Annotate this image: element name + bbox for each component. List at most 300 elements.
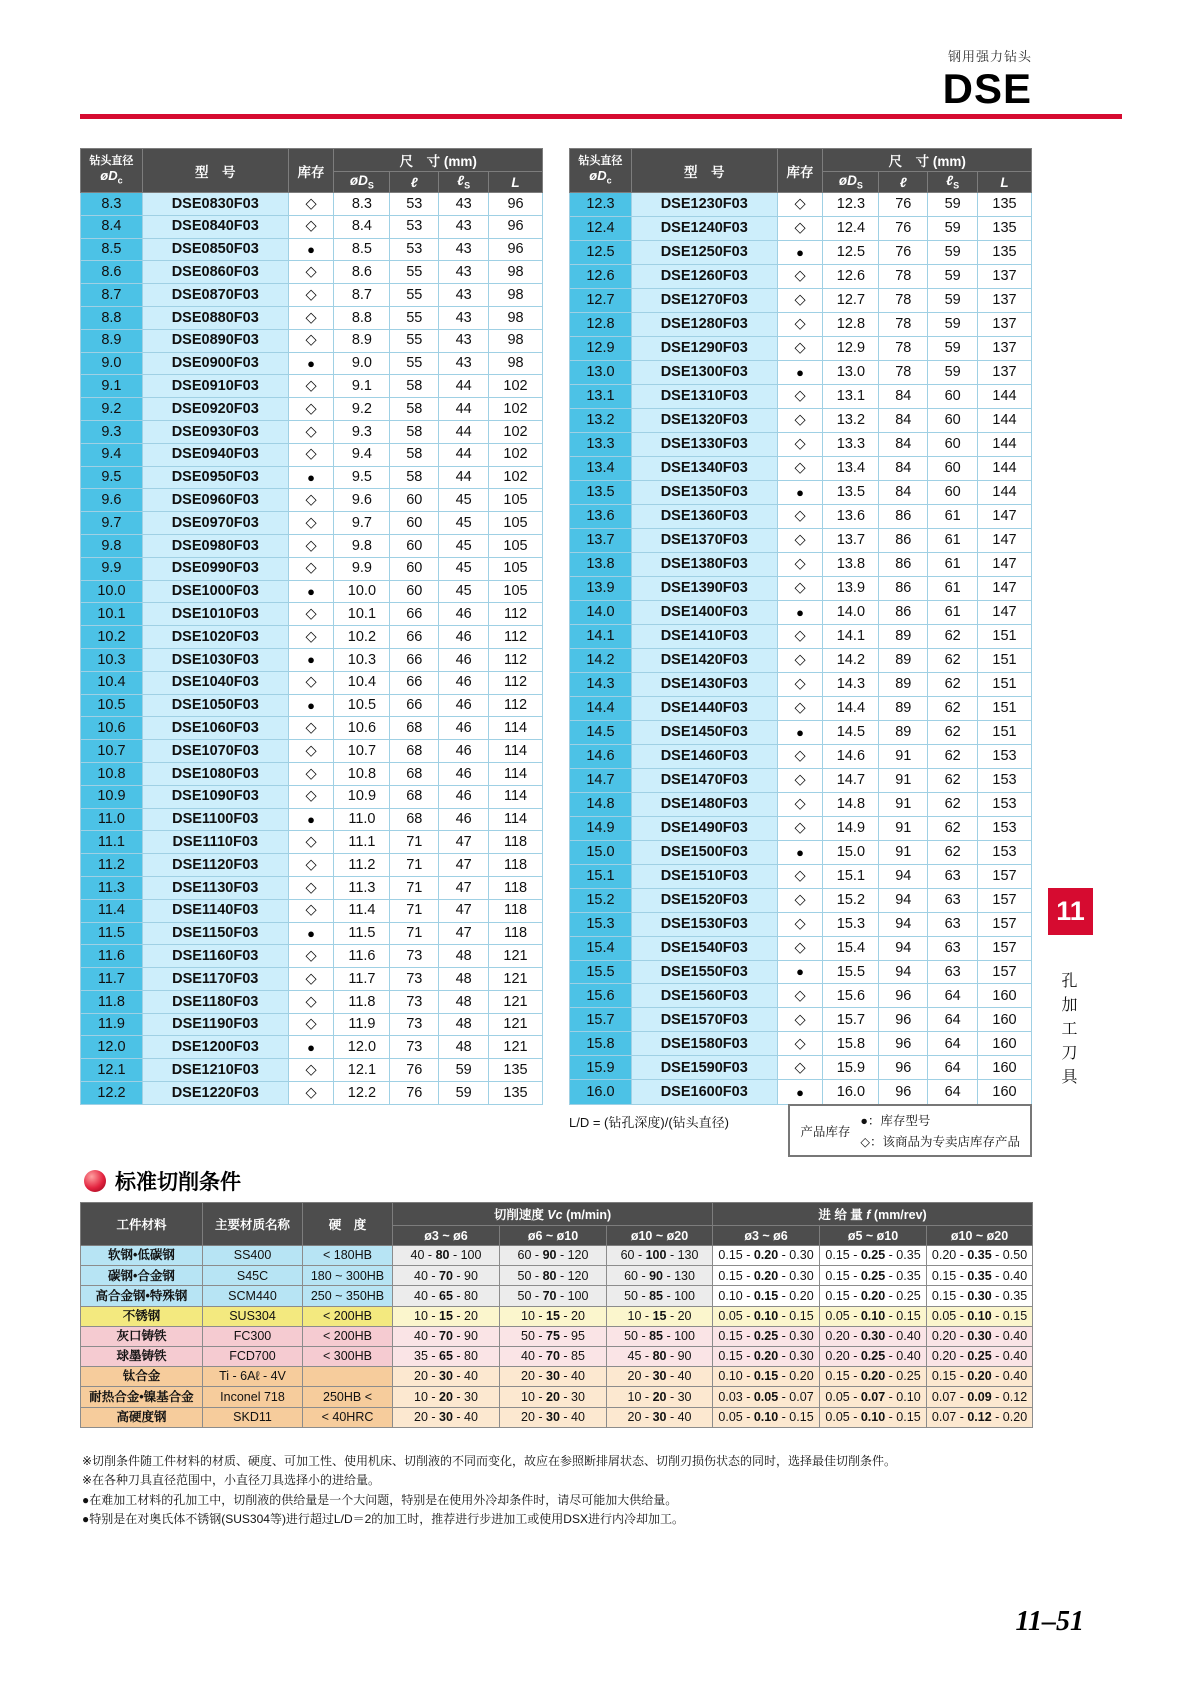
ls-length-cell: 59 — [439, 1082, 489, 1105]
cutting-conditions-table — [80, 1202, 1033, 1428]
flute-length-cell: 84 — [879, 480, 928, 504]
shank-diameter-cell: 13.6 — [823, 504, 879, 528]
shank-diameter-cell: 13.1 — [823, 384, 879, 408]
overall-length-cell: 96 — [489, 238, 543, 261]
overall-length-cell: 135 — [978, 240, 1032, 264]
overall-length-cell: 114 — [489, 717, 543, 740]
shank-diameter-cell: 14.3 — [823, 672, 879, 696]
ld-ratio-note: L/D = (钻孔深度)/(钻头直径) — [569, 1115, 729, 1130]
drill-diameter-cell: 10.7 — [81, 740, 143, 763]
ls-length-cell: 60 — [928, 456, 978, 480]
stock-symbol-cell: ◇ — [777, 864, 823, 888]
shank-diameter-cell: 12.9 — [823, 336, 879, 360]
overall-length-cell: 135 — [978, 216, 1032, 240]
spec-row — [570, 1056, 1032, 1080]
stock-symbol-cell: ● — [777, 840, 823, 864]
drill-diameter-cell: 9.2 — [81, 398, 143, 421]
stock-symbol-cell: ◇ — [288, 489, 334, 512]
model-number-cell: DSE1400F03 — [631, 600, 777, 624]
shank-diameter-cell: 12.0 — [334, 1036, 390, 1059]
spec-row — [81, 1059, 543, 1082]
ls-length-cell: 61 — [928, 576, 978, 600]
model-number-cell: DSE1350F03 — [631, 480, 777, 504]
flute-length-cell: 89 — [879, 696, 928, 720]
feed-rate-cell: 0.07 - 0.12 - 0.20 — [927, 1407, 1033, 1427]
stock-symbol-cell: ◇ — [777, 888, 823, 912]
model-number-cell: DSE1590F03 — [631, 1056, 777, 1080]
shank-diameter-cell: 16.0 — [823, 1080, 879, 1104]
cutting-speed-cell: 20 - 30 - 40 — [607, 1407, 713, 1427]
stock-symbol-cell: ◇ — [777, 648, 823, 672]
flute-length-cell: 89 — [879, 624, 928, 648]
flute-length-cell: 58 — [390, 420, 439, 443]
stock-symbol-cell: ● — [777, 360, 823, 384]
model-number-cell: DSE1580F03 — [631, 1032, 777, 1056]
feed-rate-cell: 0.15 - 0.30 - 0.35 — [927, 1286, 1033, 1306]
spec-row — [81, 238, 543, 261]
drill-diameter-cell: 13.8 — [570, 552, 632, 576]
header-rule — [80, 114, 1122, 119]
ls-length-cell: 48 — [439, 1036, 489, 1059]
shank-diameter-cell: 12.2 — [334, 1082, 390, 1105]
overall-length-cell: 121 — [489, 1036, 543, 1059]
header-overall-length: L — [489, 172, 543, 193]
ls-length-cell: 44 — [439, 398, 489, 421]
ls-length-cell: 61 — [928, 600, 978, 624]
model-number-cell: DSE0830F03 — [142, 193, 288, 216]
overall-length-cell: 153 — [978, 816, 1032, 840]
stock-symbol-cell: ◇ — [288, 398, 334, 421]
feed-rate-cell: 0.15 - 0.20 - 0.30 — [713, 1266, 820, 1286]
shank-diameter-cell: 15.1 — [823, 864, 879, 888]
cutting-speed-cell: 50 - 75 - 95 — [500, 1326, 607, 1346]
model-number-cell: DSE1060F03 — [142, 717, 288, 740]
shank-diameter-cell: 8.3 — [334, 193, 390, 216]
flute-length-cell: 78 — [879, 336, 928, 360]
drill-diameter-cell: 12.6 — [570, 264, 632, 288]
spec-row — [570, 193, 1032, 217]
overall-length-cell: 147 — [978, 552, 1032, 576]
feed-rate-cell: 0.10 - 0.15 - 0.20 — [713, 1286, 820, 1306]
stock-symbol-cell: ◇ — [777, 552, 823, 576]
cutting-speed-cell: 20 - 30 - 40 — [500, 1367, 607, 1387]
stock-symbol-cell: ● — [288, 466, 334, 489]
flute-length-cell: 68 — [390, 785, 439, 808]
stock-symbol-cell: ● — [288, 922, 334, 945]
model-number-cell: DSE1560F03 — [631, 984, 777, 1008]
shank-diameter-cell: 10.6 — [334, 717, 390, 740]
drill-diameter-cell: 12.8 — [570, 312, 632, 336]
model-number-cell: DSE1210F03 — [142, 1059, 288, 1082]
feed-rate-cell: 0.05 - 0.10 - 0.15 — [820, 1306, 927, 1326]
flute-length-cell: 89 — [879, 648, 928, 672]
spec-row — [570, 912, 1032, 936]
overall-length-cell: 112 — [489, 626, 543, 649]
shank-diameter-cell: 11.9 — [334, 1013, 390, 1036]
flute-length-cell: 66 — [390, 603, 439, 626]
flute-length-cell: 58 — [390, 398, 439, 421]
header-vc-range-2: ø6 ~ ø10 — [500, 1226, 607, 1246]
model-number-cell: DSE1030F03 — [142, 648, 288, 671]
chapter-tab: 11 — [1048, 888, 1093, 935]
drill-diameter-cell: 8.9 — [81, 329, 143, 352]
cutting-header-row — [81, 1203, 1033, 1226]
ls-length-cell: 64 — [928, 984, 978, 1008]
spec-row — [81, 808, 543, 831]
hardness-cell: 180 ~ 300HB — [303, 1266, 393, 1286]
stock-symbol-cell: ● — [777, 960, 823, 984]
drill-diameter-cell: 14.6 — [570, 744, 632, 768]
ls-length-cell: 47 — [439, 922, 489, 945]
flute-length-cell: 89 — [879, 720, 928, 744]
stock-symbol-cell: ◇ — [777, 408, 823, 432]
spec-row — [81, 557, 543, 580]
overall-length-cell: 137 — [978, 360, 1032, 384]
spec-row — [570, 480, 1032, 504]
ls-length-cell: 59 — [928, 240, 978, 264]
cutting-condition-row — [81, 1407, 1033, 1427]
model-number-cell: DSE1360F03 — [631, 504, 777, 528]
drill-diameter-cell: 8.4 — [81, 215, 143, 238]
page-title: DSE — [942, 65, 1032, 112]
model-number-cell: DSE1310F03 — [631, 384, 777, 408]
shank-diameter-cell: 13.2 — [823, 408, 879, 432]
shank-diameter-cell: 12.3 — [823, 193, 879, 217]
shank-diameter-cell: 10.3 — [334, 648, 390, 671]
stock-legend-box — [788, 1104, 1032, 1157]
flute-length-cell: 84 — [879, 432, 928, 456]
overall-length-cell: 114 — [489, 808, 543, 831]
drill-diameter-cell: 11.4 — [81, 899, 143, 922]
shank-diameter-cell: 10.5 — [334, 694, 390, 717]
shank-diameter-cell: 9.5 — [334, 466, 390, 489]
spec-row — [570, 360, 1032, 384]
footnotes-block — [82, 1452, 1032, 1530]
model-number-cell: DSE0950F03 — [142, 466, 288, 489]
cutting-condition-row — [81, 1246, 1033, 1266]
cutting-speed-cell: 50 - 85 - 100 — [607, 1286, 713, 1306]
spec-row — [81, 1082, 543, 1105]
spec-row — [570, 984, 1032, 1008]
shank-diameter-cell: 14.0 — [823, 600, 879, 624]
flute-length-cell: 96 — [879, 1080, 928, 1104]
flute-length-cell: 91 — [879, 816, 928, 840]
overall-length-cell: 157 — [978, 888, 1032, 912]
header-shank-diameter: $øD_S$ — [823, 172, 879, 193]
flute-length-cell: 94 — [879, 960, 928, 984]
flute-length-cell: 68 — [390, 740, 439, 763]
ls-length-cell: 62 — [928, 744, 978, 768]
workpiece-material-cell: 不锈钢 — [81, 1306, 203, 1326]
flute-length-cell: 91 — [879, 840, 928, 864]
ls-length-cell: 43 — [439, 215, 489, 238]
drill-diameter-cell: 12.3 — [570, 193, 632, 217]
flute-length-cell: 66 — [390, 626, 439, 649]
shank-diameter-cell: 11.4 — [334, 899, 390, 922]
drill-diameter-cell: 14.8 — [570, 792, 632, 816]
spec-row — [570, 1008, 1032, 1032]
header-f-range-3: ø10 ~ ø20 — [927, 1226, 1033, 1246]
drill-diameter-cell: 15.1 — [570, 864, 632, 888]
shank-diameter-cell: 13.5 — [823, 480, 879, 504]
drill-diameter-cell: 15.0 — [570, 840, 632, 864]
overall-length-cell: 105 — [489, 489, 543, 512]
drill-diameter-cell: 10.2 — [81, 626, 143, 649]
cutting-speed-cell: 40 - 80 - 100 — [393, 1246, 500, 1266]
overall-length-cell: 147 — [978, 504, 1032, 528]
shank-diameter-cell: 14.5 — [823, 720, 879, 744]
ls-length-cell: 62 — [928, 720, 978, 744]
feed-rate-cell: 0.15 - 0.25 - 0.30 — [713, 1326, 820, 1346]
header-vc-range-1: ø3 ~ ø6 — [393, 1226, 500, 1246]
shank-diameter-cell: 8.8 — [334, 306, 390, 329]
overall-length-cell: 98 — [489, 284, 543, 307]
stock-symbol-cell: ◇ — [777, 288, 823, 312]
flute-length-cell: 78 — [879, 288, 928, 312]
footnote-line: ※在各种刀具直径范围中，小直径刀具选择小的进给量。 — [82, 1473, 381, 1488]
ls-length-cell: 59 — [928, 336, 978, 360]
cutting-speed-cell: 40 - 65 - 80 — [393, 1286, 500, 1306]
cutting-section-title: 标准切削条件 — [115, 1171, 241, 1194]
overall-length-cell: 114 — [489, 785, 543, 808]
shank-diameter-cell: 15.7 — [823, 1008, 879, 1032]
model-number-cell: DSE1010F03 — [142, 603, 288, 626]
overall-length-cell: 98 — [489, 261, 543, 284]
ls-length-cell: 48 — [439, 968, 489, 991]
model-number-cell: DSE1550F03 — [631, 960, 777, 984]
stock-symbol-cell: ◇ — [288, 899, 334, 922]
workpiece-material-cell: 高硬度钢 — [81, 1407, 203, 1427]
model-number-cell: DSE1470F03 — [631, 768, 777, 792]
model-number-cell: DSE0870F03 — [142, 284, 288, 307]
ls-length-cell: 62 — [928, 624, 978, 648]
spec-row — [570, 648, 1032, 672]
model-number-cell: DSE0840F03 — [142, 215, 288, 238]
spec-row — [570, 288, 1032, 312]
stock-symbol-cell: ● — [288, 238, 334, 261]
shank-diameter-cell: 11.6 — [334, 945, 390, 968]
model-number-cell: DSE1530F03 — [631, 912, 777, 936]
model-number-cell: DSE1600F03 — [631, 1080, 777, 1104]
flute-length-cell: 86 — [879, 576, 928, 600]
stock-symbol-cell: ● — [777, 240, 823, 264]
footnote-line: ●在难加工材料的孔加工中，切削液的供给量是一个大问题，特别是在使用外冷却条件时，请尽可能加大供给量。 — [82, 1492, 678, 1507]
model-number-cell: DSE1100F03 — [142, 808, 288, 831]
cutting-speed-cell: 10 - 15 - 20 — [607, 1306, 713, 1326]
ls-length-cell: 43 — [439, 306, 489, 329]
model-number-cell: DSE0960F03 — [142, 489, 288, 512]
stock-symbol-cell: ◇ — [288, 215, 334, 238]
overall-length-cell: 112 — [489, 694, 543, 717]
shank-diameter-cell: 12.8 — [823, 312, 879, 336]
model-number-cell: DSE1020F03 — [142, 626, 288, 649]
spec-row — [570, 696, 1032, 720]
shank-diameter-cell: 9.4 — [334, 443, 390, 466]
overall-length-cell: 137 — [978, 336, 1032, 360]
drill-diameter-cell: 12.7 — [570, 288, 632, 312]
ls-length-cell: 61 — [928, 528, 978, 552]
stock-symbol-cell: ● — [288, 648, 334, 671]
drill-diameter-cell: 14.7 — [570, 768, 632, 792]
overall-length-cell: 112 — [489, 671, 543, 694]
ls-length-cell: 43 — [439, 238, 489, 261]
shank-diameter-cell: 13.8 — [823, 552, 879, 576]
spec-row — [81, 580, 543, 603]
drill-diameter-cell: 13.3 — [570, 432, 632, 456]
ls-length-cell: 63 — [928, 912, 978, 936]
spec-row — [570, 264, 1032, 288]
drill-diameter-cell: 15.5 — [570, 960, 632, 984]
ls-length-cell: 47 — [439, 831, 489, 854]
stock-symbol-cell: ● — [777, 480, 823, 504]
drill-diameter-cell: 16.0 — [570, 1080, 632, 1104]
drill-diameter-cell: 14.2 — [570, 648, 632, 672]
flute-length-cell: 58 — [390, 375, 439, 398]
stock-symbol-cell: ◇ — [777, 1032, 823, 1056]
hardness-cell: < 180HB — [303, 1246, 393, 1266]
cutting-condition-row — [81, 1367, 1033, 1387]
model-number-cell: DSE1110F03 — [142, 831, 288, 854]
spec-row — [81, 876, 543, 899]
header-f-range-1: ø3 ~ ø6 — [713, 1226, 820, 1246]
ls-length-cell: 61 — [928, 504, 978, 528]
overall-length-cell: 153 — [978, 840, 1032, 864]
drill-diameter-cell: 14.5 — [570, 720, 632, 744]
model-number-cell: DSE1410F03 — [631, 624, 777, 648]
drill-diameter-cell: 10.4 — [81, 671, 143, 694]
flute-length-cell: 73 — [390, 945, 439, 968]
shank-diameter-cell: 9.3 — [334, 420, 390, 443]
drill-diameter-cell: 11.6 — [81, 945, 143, 968]
chapter-label: 孔加工刀具 — [1059, 972, 1076, 1092]
shank-diameter-cell: 15.5 — [823, 960, 879, 984]
stock-symbol-cell: ● — [777, 1080, 823, 1104]
drill-diameter-cell: 14.3 — [570, 672, 632, 696]
model-number-cell: DSE1130F03 — [142, 876, 288, 899]
overall-length-cell: 157 — [978, 864, 1032, 888]
flute-length-cell: 53 — [390, 238, 439, 261]
drill-diameter-cell: 13.9 — [570, 576, 632, 600]
cutting-speed-cell: 40 - 70 - 90 — [393, 1326, 500, 1346]
overall-length-cell: 121 — [489, 990, 543, 1013]
header-ls-length: ℓ$_S$ — [439, 172, 489, 193]
model-number-cell: DSE0900F03 — [142, 352, 288, 375]
overall-length-cell: 157 — [978, 960, 1032, 984]
ls-length-cell: 47 — [439, 899, 489, 922]
stock-symbol-cell: ◇ — [288, 306, 334, 329]
spec-row — [570, 1080, 1032, 1104]
flute-length-cell: 91 — [879, 768, 928, 792]
drill-diameter-cell: 13.7 — [570, 528, 632, 552]
spec-row — [81, 261, 543, 284]
model-number-cell: DSE0920F03 — [142, 398, 288, 421]
spec-row — [570, 792, 1032, 816]
stock-symbol-cell: ◇ — [777, 624, 823, 648]
drill-diameter-cell: 8.8 — [81, 306, 143, 329]
flute-length-cell: 60 — [390, 489, 439, 512]
stock-symbol-cell: ◇ — [777, 984, 823, 1008]
material-grade-cell: S45C — [203, 1266, 303, 1286]
feed-rate-cell: 0.05 - 0.10 - 0.15 — [927, 1306, 1033, 1326]
ls-length-cell: 43 — [439, 329, 489, 352]
cutting-speed-cell: 40 - 70 - 90 — [393, 1266, 500, 1286]
ls-length-cell: 62 — [928, 672, 978, 696]
stock-symbol-cell: ◇ — [288, 671, 334, 694]
page-header — [943, 46, 1032, 110]
flute-length-cell: 78 — [879, 360, 928, 384]
ls-length-cell: 44 — [439, 443, 489, 466]
shank-diameter-cell: 13.0 — [823, 360, 879, 384]
workpiece-material-cell: 软钢•低碳钢 — [81, 1246, 203, 1266]
drill-diameter-cell: 10.1 — [81, 603, 143, 626]
ls-length-cell: 62 — [928, 768, 978, 792]
feed-rate-cell: 0.20 - 0.35 - 0.50 — [927, 1246, 1033, 1266]
model-number-cell: DSE1390F03 — [631, 576, 777, 600]
spec-row — [570, 888, 1032, 912]
stock-symbol-cell: ◇ — [288, 603, 334, 626]
shank-diameter-cell: 9.7 — [334, 512, 390, 535]
overall-length-cell: 105 — [489, 534, 543, 557]
stock-symbol-cell: ● — [777, 720, 823, 744]
stock-symbol-cell: ◇ — [777, 504, 823, 528]
spec-row — [81, 762, 543, 785]
shank-diameter-cell: 10.2 — [334, 626, 390, 649]
spec-row — [81, 899, 543, 922]
material-grade-cell: FCD700 — [203, 1346, 303, 1366]
spec-row — [570, 216, 1032, 240]
feed-rate-cell: 0.20 - 0.30 - 0.40 — [820, 1326, 927, 1346]
model-number-cell: DSE0890F03 — [142, 329, 288, 352]
spec-row — [81, 489, 543, 512]
drill-diameter-cell: 15.2 — [570, 888, 632, 912]
workpiece-material-cell: 耐热合金•镍基合金 — [81, 1387, 203, 1407]
spec-row — [81, 375, 543, 398]
model-number-cell: DSE1270F03 — [631, 288, 777, 312]
cutting-condition-row — [81, 1387, 1033, 1407]
overall-length-cell: 118 — [489, 876, 543, 899]
drill-diameter-cell: 11.9 — [81, 1013, 143, 1036]
feed-rate-cell: 0.15 - 0.35 - 0.40 — [927, 1266, 1033, 1286]
drill-diameter-cell: 9.1 — [81, 375, 143, 398]
spec-row — [81, 306, 543, 329]
header-material-grade: 主要材质名称 — [203, 1203, 303, 1246]
flute-length-cell: 78 — [879, 312, 928, 336]
flute-length-cell: 60 — [390, 557, 439, 580]
flute-length-cell: 53 — [390, 193, 439, 216]
model-number-cell: DSE1460F03 — [631, 744, 777, 768]
model-number-cell: DSE1320F03 — [631, 408, 777, 432]
shank-diameter-cell: 15.8 — [823, 1032, 879, 1056]
flute-length-cell: 60 — [390, 580, 439, 603]
overall-length-cell: 147 — [978, 600, 1032, 624]
model-number-cell: DSE1440F03 — [631, 696, 777, 720]
ls-length-cell: 62 — [928, 648, 978, 672]
ls-length-cell: 64 — [928, 1080, 978, 1104]
shank-diameter-cell: 9.9 — [334, 557, 390, 580]
spec-row — [81, 284, 543, 307]
flute-length-cell: 66 — [390, 694, 439, 717]
shank-diameter-cell: 14.8 — [823, 792, 879, 816]
feed-rate-cell: 0.05 - 0.10 - 0.15 — [713, 1306, 820, 1326]
drill-diameter-cell: 11.0 — [81, 808, 143, 831]
overall-length-cell: 147 — [978, 576, 1032, 600]
flute-length-cell: 71 — [390, 922, 439, 945]
shank-diameter-cell: 9.6 — [334, 489, 390, 512]
stock-symbol-cell: ◇ — [777, 216, 823, 240]
shank-diameter-cell: 15.6 — [823, 984, 879, 1008]
model-number-cell: DSE1330F03 — [631, 432, 777, 456]
drill-diameter-cell: 12.1 — [81, 1059, 143, 1082]
